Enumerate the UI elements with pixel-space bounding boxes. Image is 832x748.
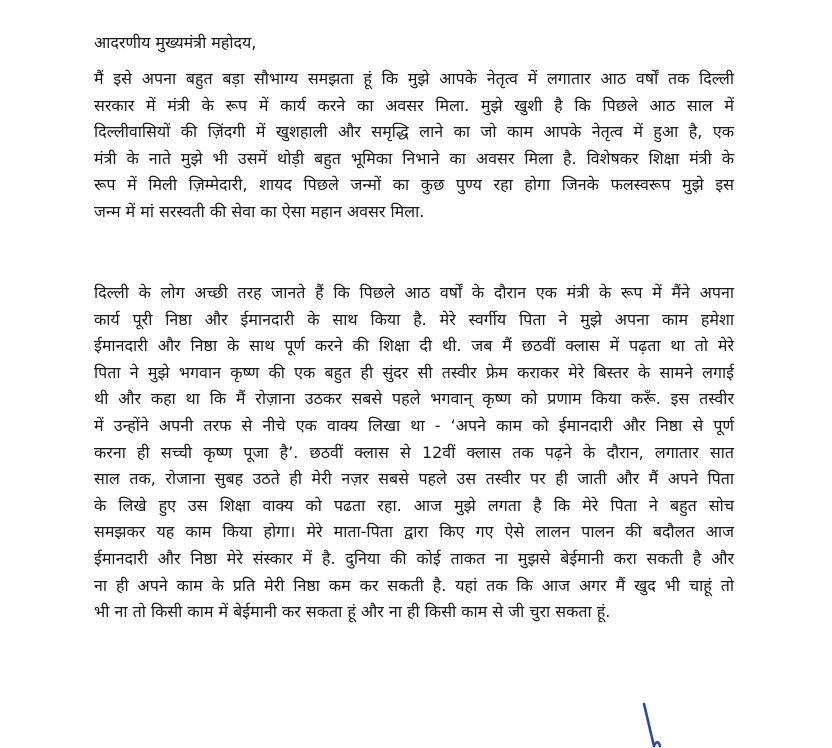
text-line: थी और कहा था कि मैं रोज़ाना उठकर सबसे पहले भगवान् कृष्ण को प्रणाम किया करूँ. इस तस्वीर bbox=[94, 389, 734, 409]
text-line: के लिखे हुए उस शिक्षा वाक्य को पढता रहा. आज मुझे लगता है कि मेरे पिता ने बहुत सोच bbox=[94, 495, 734, 515]
text-line: साल तक, रोजाना सुबह उठते ही मेरी नज़र सबसे पहले उस तस्वीर पर ही जाती और मैं अपने पिता bbox=[94, 469, 734, 489]
text-line: सरकार में मंत्री के रूप में कार्य करने का अवसर मिला. मुझे खुशी है कि पिछले आठ साल में bbox=[94, 95, 734, 115]
text-line: दिल्लीवासियों की ज़िंदगी में खुशहाली और समृद्धि लाने का जो काम आपके नेतृत्व में हुआ है, एक bbox=[94, 122, 734, 142]
salutation: आदरणीय मुख्यमंत्री महोदय, bbox=[94, 33, 257, 52]
text-line: ना ही अपने काम के प्रति मेरी निष्ठा कम कर सकती है. यहां तक कि आज अगर मैं खुद भी चाहूं तो bbox=[94, 575, 734, 595]
text-line: पिता ने मुझे भगवान कृष्ण की एक बहुत ही सुंदर सी तस्वीर फ्रेम कराकर मेरे बिस्तर के सामने लगाई bbox=[94, 362, 734, 382]
text-line: ईमानदारी और निष्ठा के साथ पूर्ण करने की शिक्षा दी थी. जब मैं छठवीं क्लास में पढ़ता था तो मेरे bbox=[94, 336, 734, 356]
text-line: मंत्री के नाते मुझे भी उसमें थोड़ी बहुत भूमिका निभाने का अवसर मिला है. विशेषकर शिक्षा मंत्री के bbox=[94, 148, 734, 168]
text-line: करना ही सच्ची कृष्ण पूजा है’. छठवीं क्लास से 12वीं क्लास तक पढ़ने के दौरान, लगातार सात bbox=[94, 442, 734, 462]
text-line: रूप में मिली ज़िम्मेदारी, शायद पिछले जन्मों का कुछ पुण्य रहा होगा जिनके फलस्वरूप मुझे इस bbox=[94, 175, 734, 195]
text-line: मैं इसे अपना बहुत बड़ा सौभाग्य समझता हूं कि मुझे आपके नेतृत्व में लगातार आठ वर्षों तक दिल्ली bbox=[94, 69, 734, 88]
text-line: जन्म में मां सरस्वती की सेवा का ऐसा महान अवसर मिला. bbox=[94, 201, 425, 221]
text-line: में उन्होंने अपनी तरफ से नीचे एक वाक्य लिखा था - ‘अपने काम को ईमानदारी और निष्ठा से पूर्ण bbox=[94, 415, 734, 435]
text-line: ईमानदारी और निष्ठा मेरे संस्कार में है. दुनिया की कोई ताकत ना मुझसे बेईमानी करा सकती है और bbox=[94, 548, 734, 568]
text-line: दिल्ली के लोग अच्छी तरह जानते हैं कि पिछले आठ वर्षों के दौरान एक मंत्री के रूप में मैंने अपना bbox=[94, 283, 734, 302]
text-line: कार्य पूरी निष्ठा और ईमानदारी के साथ किया है. मेरे स्वर्गीय पिता ने मुझे अपना काम हमेशा bbox=[94, 309, 734, 329]
paragraph-1 bbox=[94, 66, 734, 226]
text-line: समझकर यह काम किया होगा। मेरे माता-पिता द्वारा किए गए ऐसे लालन पालन की बदौलत आज bbox=[94, 522, 734, 542]
text-line: भी ना तो किसी काम में बेईमानी कर सकता हूं और ना ही किसी काम से जी चुरा सकता हूं. bbox=[94, 602, 611, 622]
signature-ink bbox=[644, 704, 660, 746]
signature-stroke bbox=[636, 702, 676, 748]
paragraph-2 bbox=[94, 280, 734, 626]
